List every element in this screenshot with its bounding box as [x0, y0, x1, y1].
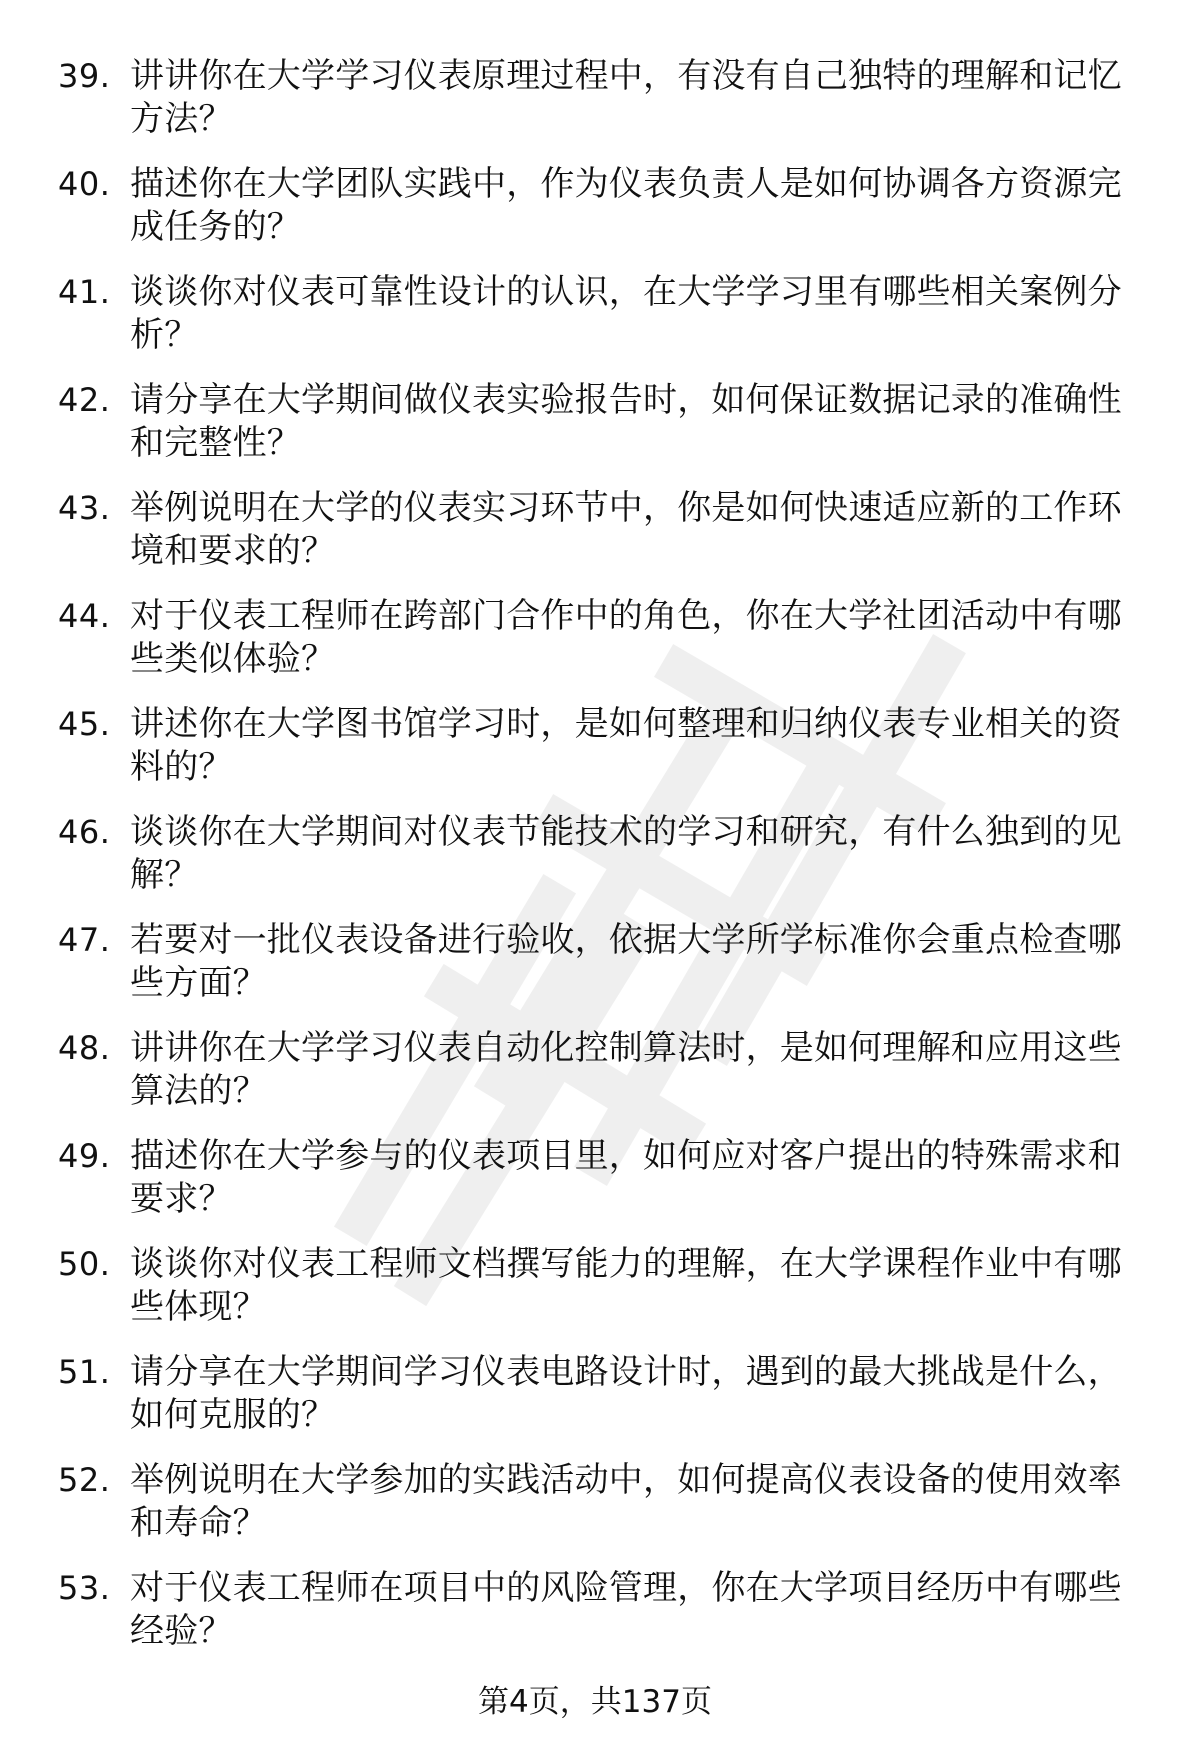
question-number: 44. [58, 597, 111, 635]
question-text: 讲述你在大学图书馆学习时，是如何整理和归纳仪表专业相关的资料的？ [130, 704, 1122, 787]
question-number: 43. [58, 489, 111, 527]
question-number: 50. [58, 1245, 111, 1283]
question-text: 对于仪表工程师在项目中的风险管理，你在大学项目经历中有哪些经验？ [130, 1568, 1122, 1651]
question-text: 举例说明在大学的仪表实习环节中，你是如何快速适应新的工作环境和要求的？ [130, 488, 1122, 571]
question-number: 40. [58, 165, 111, 203]
question-number: 53. [58, 1569, 111, 1607]
list-item [58, 919, 1148, 1027]
list-item [58, 595, 1148, 703]
question-text: 讲讲你在大学学习仪表原理过程中，有没有自己独特的理解和记忆方法？ [130, 56, 1122, 139]
question-list [58, 55, 1148, 1675]
question-number: 51. [58, 1353, 111, 1391]
list-item [58, 1567, 1148, 1675]
question-text: 若要对一批仪表设备进行验收，依据大学所学标准你会重点检查哪些方面？ [130, 920, 1122, 1003]
question-text: 谈谈你对仪表可靠性设计的认识，在大学学习里有哪些相关案例分析？ [130, 272, 1122, 355]
list-item [58, 487, 1148, 595]
question-text: 描述你在大学参与的仪表项目里，如何应对客户提出的特殊需求和要求？ [130, 1136, 1122, 1219]
question-text: 请分享在大学期间做仪表实验报告时，如何保证数据记录的准确性和完整性？ [130, 380, 1122, 463]
list-item [58, 379, 1148, 487]
question-number: 52. [58, 1461, 111, 1499]
question-number: 45. [58, 705, 111, 743]
question-text: 谈谈你对仪表工程师文档撰写能力的理解，在大学课程作业中有哪些体现？ [130, 1244, 1122, 1327]
list-item [58, 1459, 1148, 1567]
question-text: 对于仪表工程师在跨部门合作中的角色，你在大学社团活动中有哪些类似体验？ [130, 596, 1122, 679]
question-text: 描述你在大学团队实践中，作为仪表负责人是如何协调各方资源完成任务的？ [130, 164, 1122, 247]
question-number: 48. [58, 1029, 111, 1067]
question-number: 41. [58, 273, 111, 311]
question-number: 39. [58, 57, 111, 95]
list-item [58, 811, 1148, 919]
list-item [58, 703, 1148, 811]
list-item [58, 1243, 1148, 1351]
question-text: 谈谈你在大学期间对仪表节能技术的学习和研究，有什么独到的见解？ [130, 812, 1122, 895]
list-item [58, 271, 1148, 379]
question-number: 42. [58, 381, 111, 419]
question-number: 47. [58, 921, 111, 959]
question-number: 46. [58, 813, 111, 851]
list-item [58, 1027, 1148, 1135]
question-text: 请分享在大学期间学习仪表电路设计时，遇到的最大挑战是什么，如何克服的？ [130, 1352, 1122, 1435]
question-text: 举例说明在大学参加的实践活动中，如何提高仪表设备的使用效率和寿命？ [130, 1460, 1122, 1543]
page-footer: 第4页，共137页 [478, 1684, 712, 1720]
question-text: 讲讲你在大学学习仪表自动化控制算法时，是如何理解和应用这些算法的？ [130, 1028, 1122, 1111]
list-item [58, 55, 1148, 163]
list-item [58, 1351, 1148, 1459]
list-item [58, 163, 1148, 271]
question-number: 49. [58, 1137, 111, 1175]
list-item [58, 1135, 1148, 1243]
